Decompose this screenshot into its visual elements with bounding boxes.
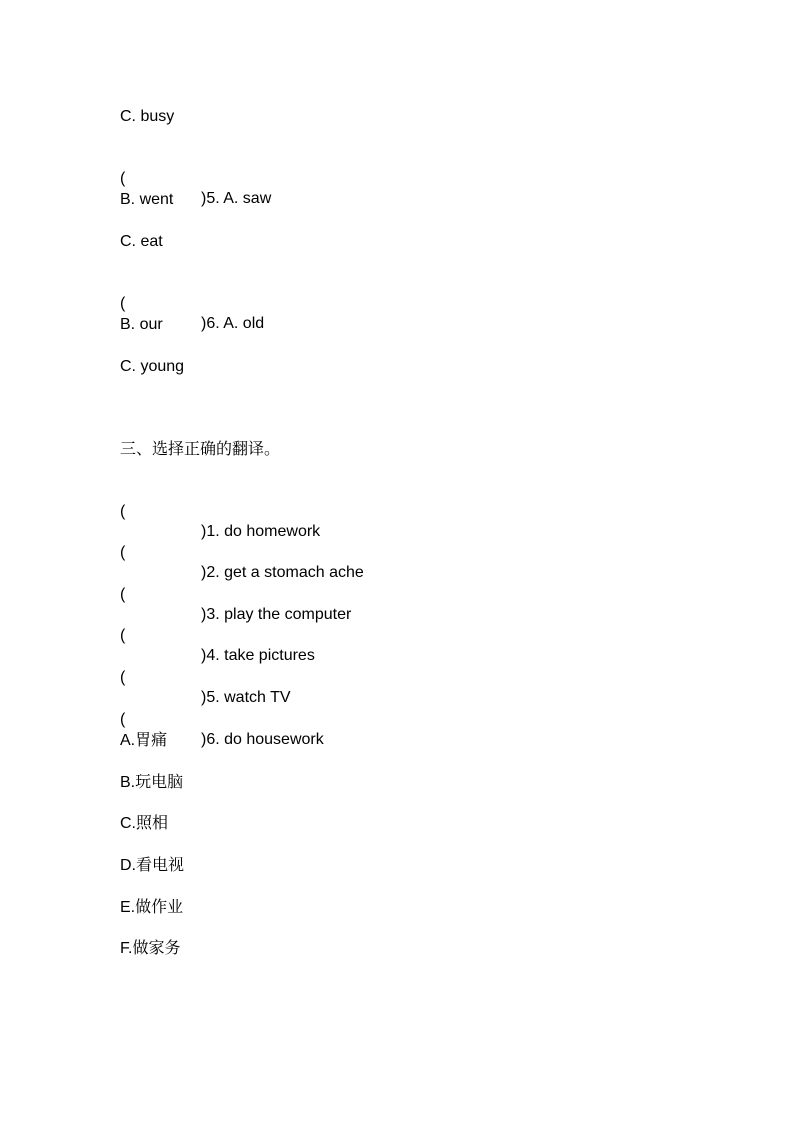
option-5c: C. busy bbox=[120, 108, 175, 125]
option-6c: C. young bbox=[120, 358, 185, 375]
option-5b: B. went bbox=[120, 191, 174, 208]
answer-option-e: E.做作业 bbox=[120, 899, 184, 916]
answer-blank-open: ( bbox=[120, 669, 126, 686]
question-text: )2. get a stomach ache bbox=[201, 564, 364, 581]
question-text: )3. play the computer bbox=[201, 606, 352, 623]
question-text: )6. do housework bbox=[201, 731, 324, 748]
option-6b: B. our bbox=[120, 316, 163, 333]
answer-blank-open: ( bbox=[120, 295, 126, 312]
answer-option-c: C.照相 bbox=[120, 815, 169, 832]
answer-blank-open: ( bbox=[120, 711, 126, 728]
question-text: )6. A. old bbox=[201, 315, 265, 332]
question-text: )5. watch TV bbox=[201, 689, 291, 706]
answer-option-b: B.玩电脑 bbox=[120, 774, 184, 791]
answer-blank-open: ( bbox=[120, 503, 126, 520]
answer-option-d: D.看电视 bbox=[120, 857, 185, 874]
answer-blank-open: ( bbox=[120, 627, 126, 644]
answer-blank-open: ( bbox=[120, 544, 126, 561]
answer-option-f: F.做家务 bbox=[120, 940, 181, 957]
answer-option-a: A.胃痛 bbox=[120, 732, 168, 749]
answer-blank-open: ( bbox=[120, 586, 126, 603]
question-text: )4. take pictures bbox=[201, 647, 315, 664]
answer-blank-open: ( bbox=[120, 170, 126, 187]
option-5c2: C. eat bbox=[120, 233, 163, 250]
question-text: )5. A. saw bbox=[201, 190, 272, 207]
question-text: )1. do homework bbox=[201, 523, 321, 540]
section-heading: 三、选择正确的翻译。 bbox=[120, 441, 281, 458]
